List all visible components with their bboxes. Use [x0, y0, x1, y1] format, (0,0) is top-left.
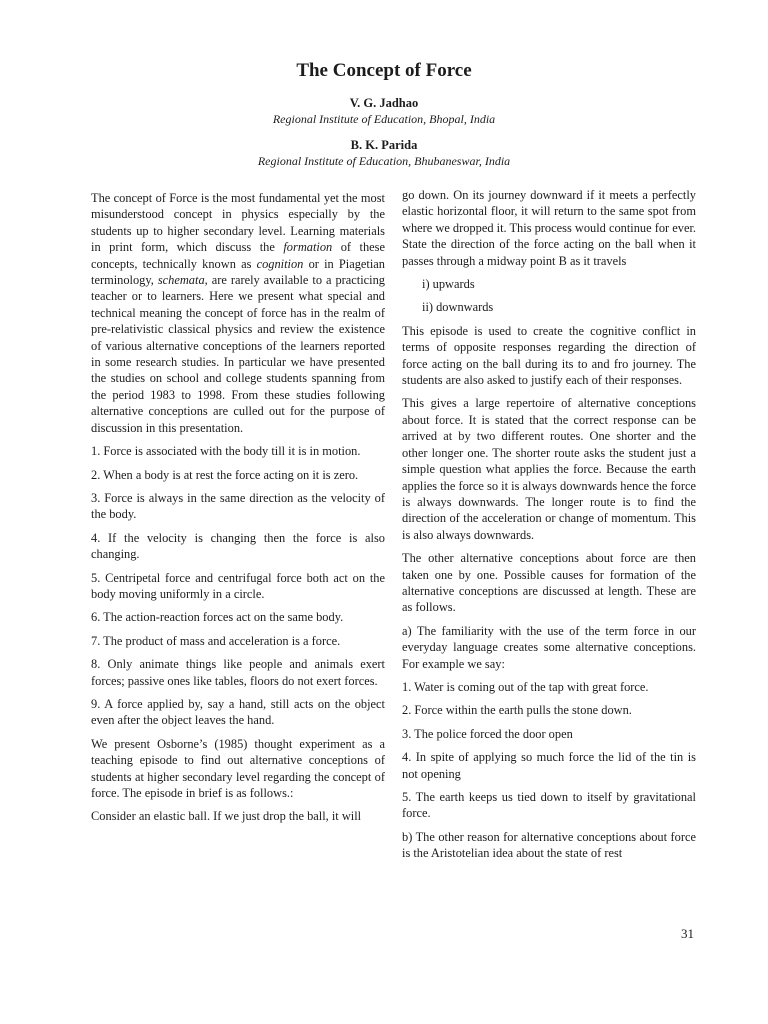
list-item: 2. When a body is at rest the force acting on it is zero.	[91, 467, 359, 482]
author-affiliation: Regional Institute of Education, Bhopal, India	[272, 112, 496, 126]
intro-paragraph: The concept of Force is the most fundamental yet the most misunderstood concept in physics especially by the students up to higher secondary level. Learning materials in print form, which discuss the formation of these concepts, technically known as cognition or in Piagetian terminology, schemata, are rarely available to a practicing teacher or to learners. Here we present what special and technical meaning the concept of force has in the realm of pre-relativistic classical physics and review the existence of various alternative conceptions of the learners reported in some research studies. In particular we have presented the studies on school and college students spanning from the period 1983 to 1998. From these studies following alternative conceptions are culled out for the purpose of discussion in this presentation.	[91, 191, 385, 435]
author-name: V. G. Jadhao	[349, 96, 419, 110]
page-number: 31	[681, 926, 694, 941]
continued-paragraph: go down. On its journey downward if it meets a perfectly elastic horizontal floor, it will return to the same spot from where we dropped it. This process would continue for ever. State the direction of the force acting on the ball when it passes through a midway point B as it travels	[402, 188, 696, 268]
example-item: 1. Water is coming out of the tap with great force.	[402, 679, 649, 694]
paper-title: The Concept of Force	[296, 60, 472, 81]
example-item: 5. The earth keeps us tied down to itself by gravitational force.	[402, 790, 696, 821]
option-item: ii) downwards	[422, 300, 494, 315]
list-item: 7. The product of mass and acceleration is a force.	[91, 633, 341, 648]
list-item: 4. If the velocity is changing then the force is also changing.	[91, 530, 385, 562]
episode-paragraph: This episode is used to create the cognitive conflict in terms of opposite responses regarding the direction of force acting on the ball during its to and fro journey. The students are also asked to justify each of their responses.	[402, 323, 696, 388]
list-item: 6. The action-reaction forces act on the same body.	[91, 610, 344, 625]
repertoire-paragraph: This gives a large repertoire of alternative conceptions about force. It is stated that the correct response can be arrived at by two different routes. One shorter and the other longer one. The shorter route asks the student just a simple question what applies the force. Because the earth applies the force so it is always downwards hence the force is always downwards. The longer route is to find the direction of the acceleration or change of momentum. This is also always downwards.	[402, 396, 696, 542]
example-item: 3. The police forced the door open	[402, 726, 573, 741]
reason-a-paragraph: a) The familiarity with the use of the term force in our everyday language creates some alternative conceptions. For example we say:	[402, 623, 696, 671]
list-item: 5. Centripetal force and centrifugal force both act on the body moving uniformly in a circle.	[91, 570, 385, 601]
right-column	[402, 187, 696, 869]
reason-b-paragraph: b) The other reason for alternative conceptions about force is the Aristotelian idea about the state of rest	[402, 829, 696, 861]
list-item: 9. A force applied by, say a hand, still acts on the object even after the object leaves the hand.	[91, 696, 385, 728]
example-item: 4. In spite of applying so much force the lid of the tin is not opening	[402, 750, 696, 781]
osborne-paragraph: We present Osborne’s (1985) thought experiment as a teaching episode to find out alternative conceptions of students at higher secondary level regarding the concept of force. The episode in brief is as follows.:	[91, 736, 385, 800]
list-item: 8. Only animate things like people and animals exert forces; passive ones like tables, floors do not exert forces.	[91, 657, 385, 688]
author-affiliation: Regional Institute of Education, Bhubaneswar, India	[257, 154, 511, 168]
option-item: i) upwards	[422, 277, 475, 292]
example-item: 2. Force within the earth pulls the stone down.	[402, 703, 632, 718]
consider-paragraph: Consider an elastic ball. If we just drop the ball, it will	[91, 809, 362, 824]
list-item: 1. Force is associated with the body till it is in motion.	[91, 444, 361, 459]
left-column	[91, 190, 385, 832]
list-item: 3. Force is always in the same direction as the velocity of the body.	[91, 490, 385, 522]
other-conceptions-paragraph: The other alternative conceptions about force are then taken one by one. Possible causes for formation of the alternative conceptions are discussed at length. These are as follows.	[402, 551, 696, 615]
author-name: B. K. Parida	[350, 138, 418, 152]
